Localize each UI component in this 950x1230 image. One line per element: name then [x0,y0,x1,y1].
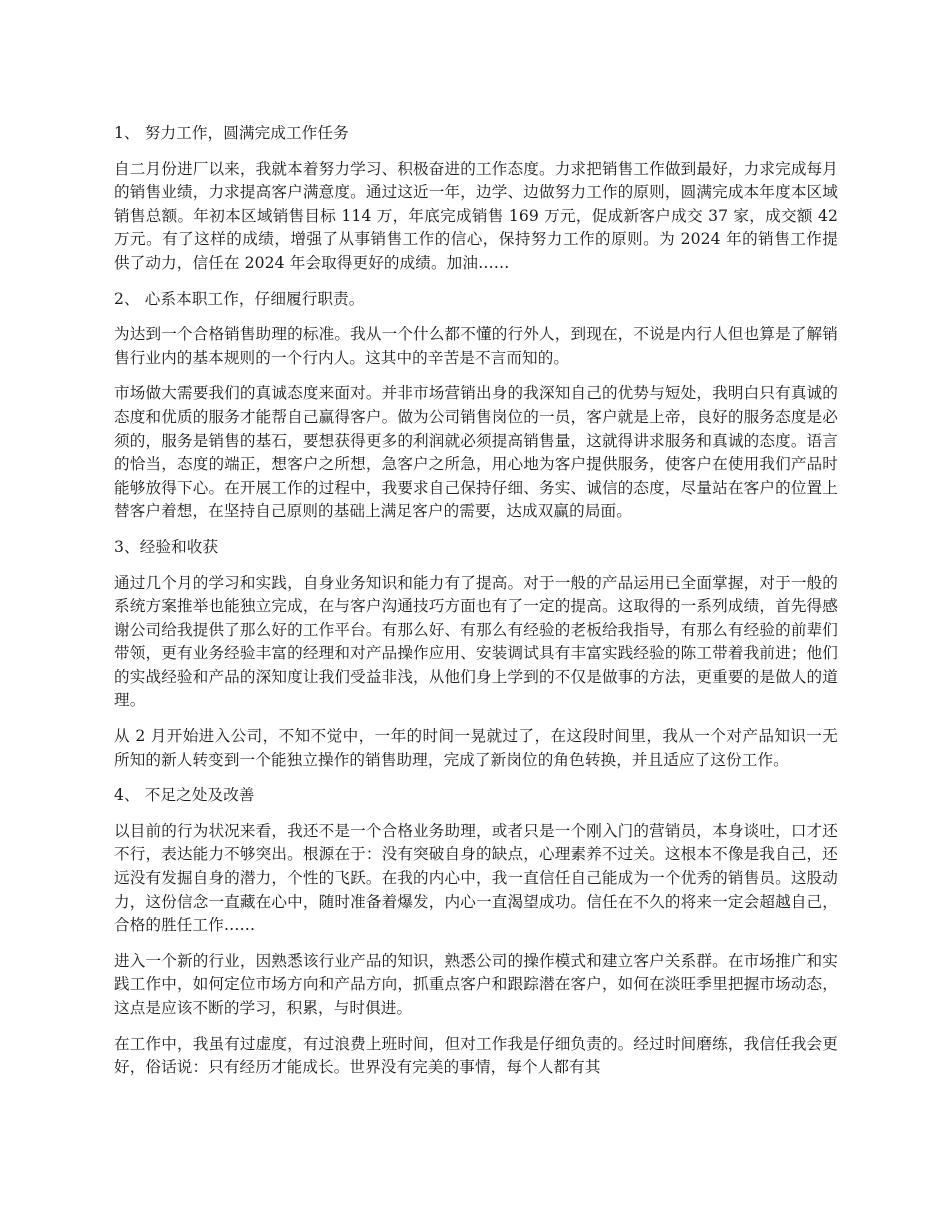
section-3-paragraph-2: 从 2 月开始进入公司，不知不觉中，一年的时间一晃就过了，在这段时间里，我从一个对产品知识一无所知的新人转变到一个能独立操作的销售助理，完成了新岗位的角色转换，并且适应了这份工作。 [114,727,838,769]
section-4-paragraph-2: 进入一个新的行业，因熟悉该行业产品的知识，熟悉公司的操作模式和建立客户关系群。在市场推广和实践工作中，如何定位市场方向和产品方向，抓重点客户和跟踪潜在客户，如何在淡旺季里把握市场动态，这点是应该不断的学习，积累，与时俱进。 [114,951,838,1017]
section-1-heading: 1、 努力工作，圆满完成工作任务 [114,124,349,142]
document-page [114,122,838,1092]
section-3-paragraph-1: 通过几个月的学习和实践，自身业务知识和能力有了提高。对于一般的产品运用已全面掌握，对于一般的系统方案推举也能独立完成，在与客户沟通技巧方面也有了一定的提高。这取得的一系列成绩，首先得感谢公司给我提供了那么好的工作平台。有那么好、有那么有经验的老板给我指导，有那么有经验的前辈们带领，更有业务经验丰富的经理和对产品操作应用、安装调试具有丰富实践经验的陈工带着我前进；他们的实战经验和产品的深知度让我们受益非浅，从他们身上学到的不仅是做事的方法，更重要的是做人的道理。 [114,573,838,710]
section-2-heading: 2、 心系本职工作，仔细履行职责。 [114,289,365,308]
section-3-heading: 3、经验和收获 [114,537,219,556]
section-4-heading: 4、 不足之处及改善 [114,786,255,805]
section-4-paragraph-1: 以目前的行为状况来看，我还不是一个合格业务助理，或者只是一个刚入门的营销员，本身谈吐，口才还不行，表达能力不够突出。根源在于：没有突破自身的缺点，心理素养不过关。这根本不像是我自己，还远没有发掘自身的潜力，个性的飞跃。在我的内心中，我一直信任自己能成为一个优秀的销售员。这股动力，这份信念一直藏在心中，随时准备着爆发，内心一直渴望成功。信任在不久的将来一定会超越自己，合格的胜任工作…… [114,821,838,935]
section-2-paragraph-1: 为达到一个合格销售助理的标准。我从一个什么都不懂的行外人，到现在，不说是内行人但也算是了解销售行业内的基本规则的一个行内人。这其中的辛苦是不言而知的。 [114,325,838,367]
section-4-paragraph-3: 在工作中，我虽有过虚度，有过浪费上班时间，但对工作我是仔细负责的。经过时间磨练，我信任我会更好，俗话说：只有经历才能成长。世界没有完美的事情，每个人都有其 [114,1034,838,1077]
section-1-paragraph-1: 自二月份进厂以来，我就本着努力学习、积极奋进的工作态度。力求把销售工作做到最好，力求完成每月的销售业绩，力求提高客户满意度。通过这近一年，边学、边做努力工作的原则，圆满完成本年度本区域销售总额。年初本区域销售目标 114 万，年底完成销售 169 万元，促成新客户成交 37 家，成交额 42 万元。有了这样的成绩，增强了从事销售工作的信心，保持努力工作的原则。为 2024 年的销售工作提供了动力，信任在 2024 年会取得更好的成绩。加油…… [114,159,838,272]
section-2-paragraph-2: 市场做大需要我们的真诚态度来面对。并非市场营销出身的我深知自己的优势与短处，我明白只有真诚的态度和优质的服务才能帮自己赢得客户。做为公司销售岗位的一员，客户就是上帝，良好的服务态度是必须的，服务是销售的基石，要想获得更多的利润就必须提高销售量，这就得讲求服务和真诚的态度。语言的恰当，态度的端正，想客户之所想，急客户之所急，用心地为客户提供服务，使客户在使用我们产品时能够放得下心。在开展工作的过程中，我要求自己保持仔细、务实、诚信的态度，尽量站在客户的位置上替客户着想，在坚持自己原则的基础上满足客户的需要，达成双赢的局面。 [114,384,838,521]
